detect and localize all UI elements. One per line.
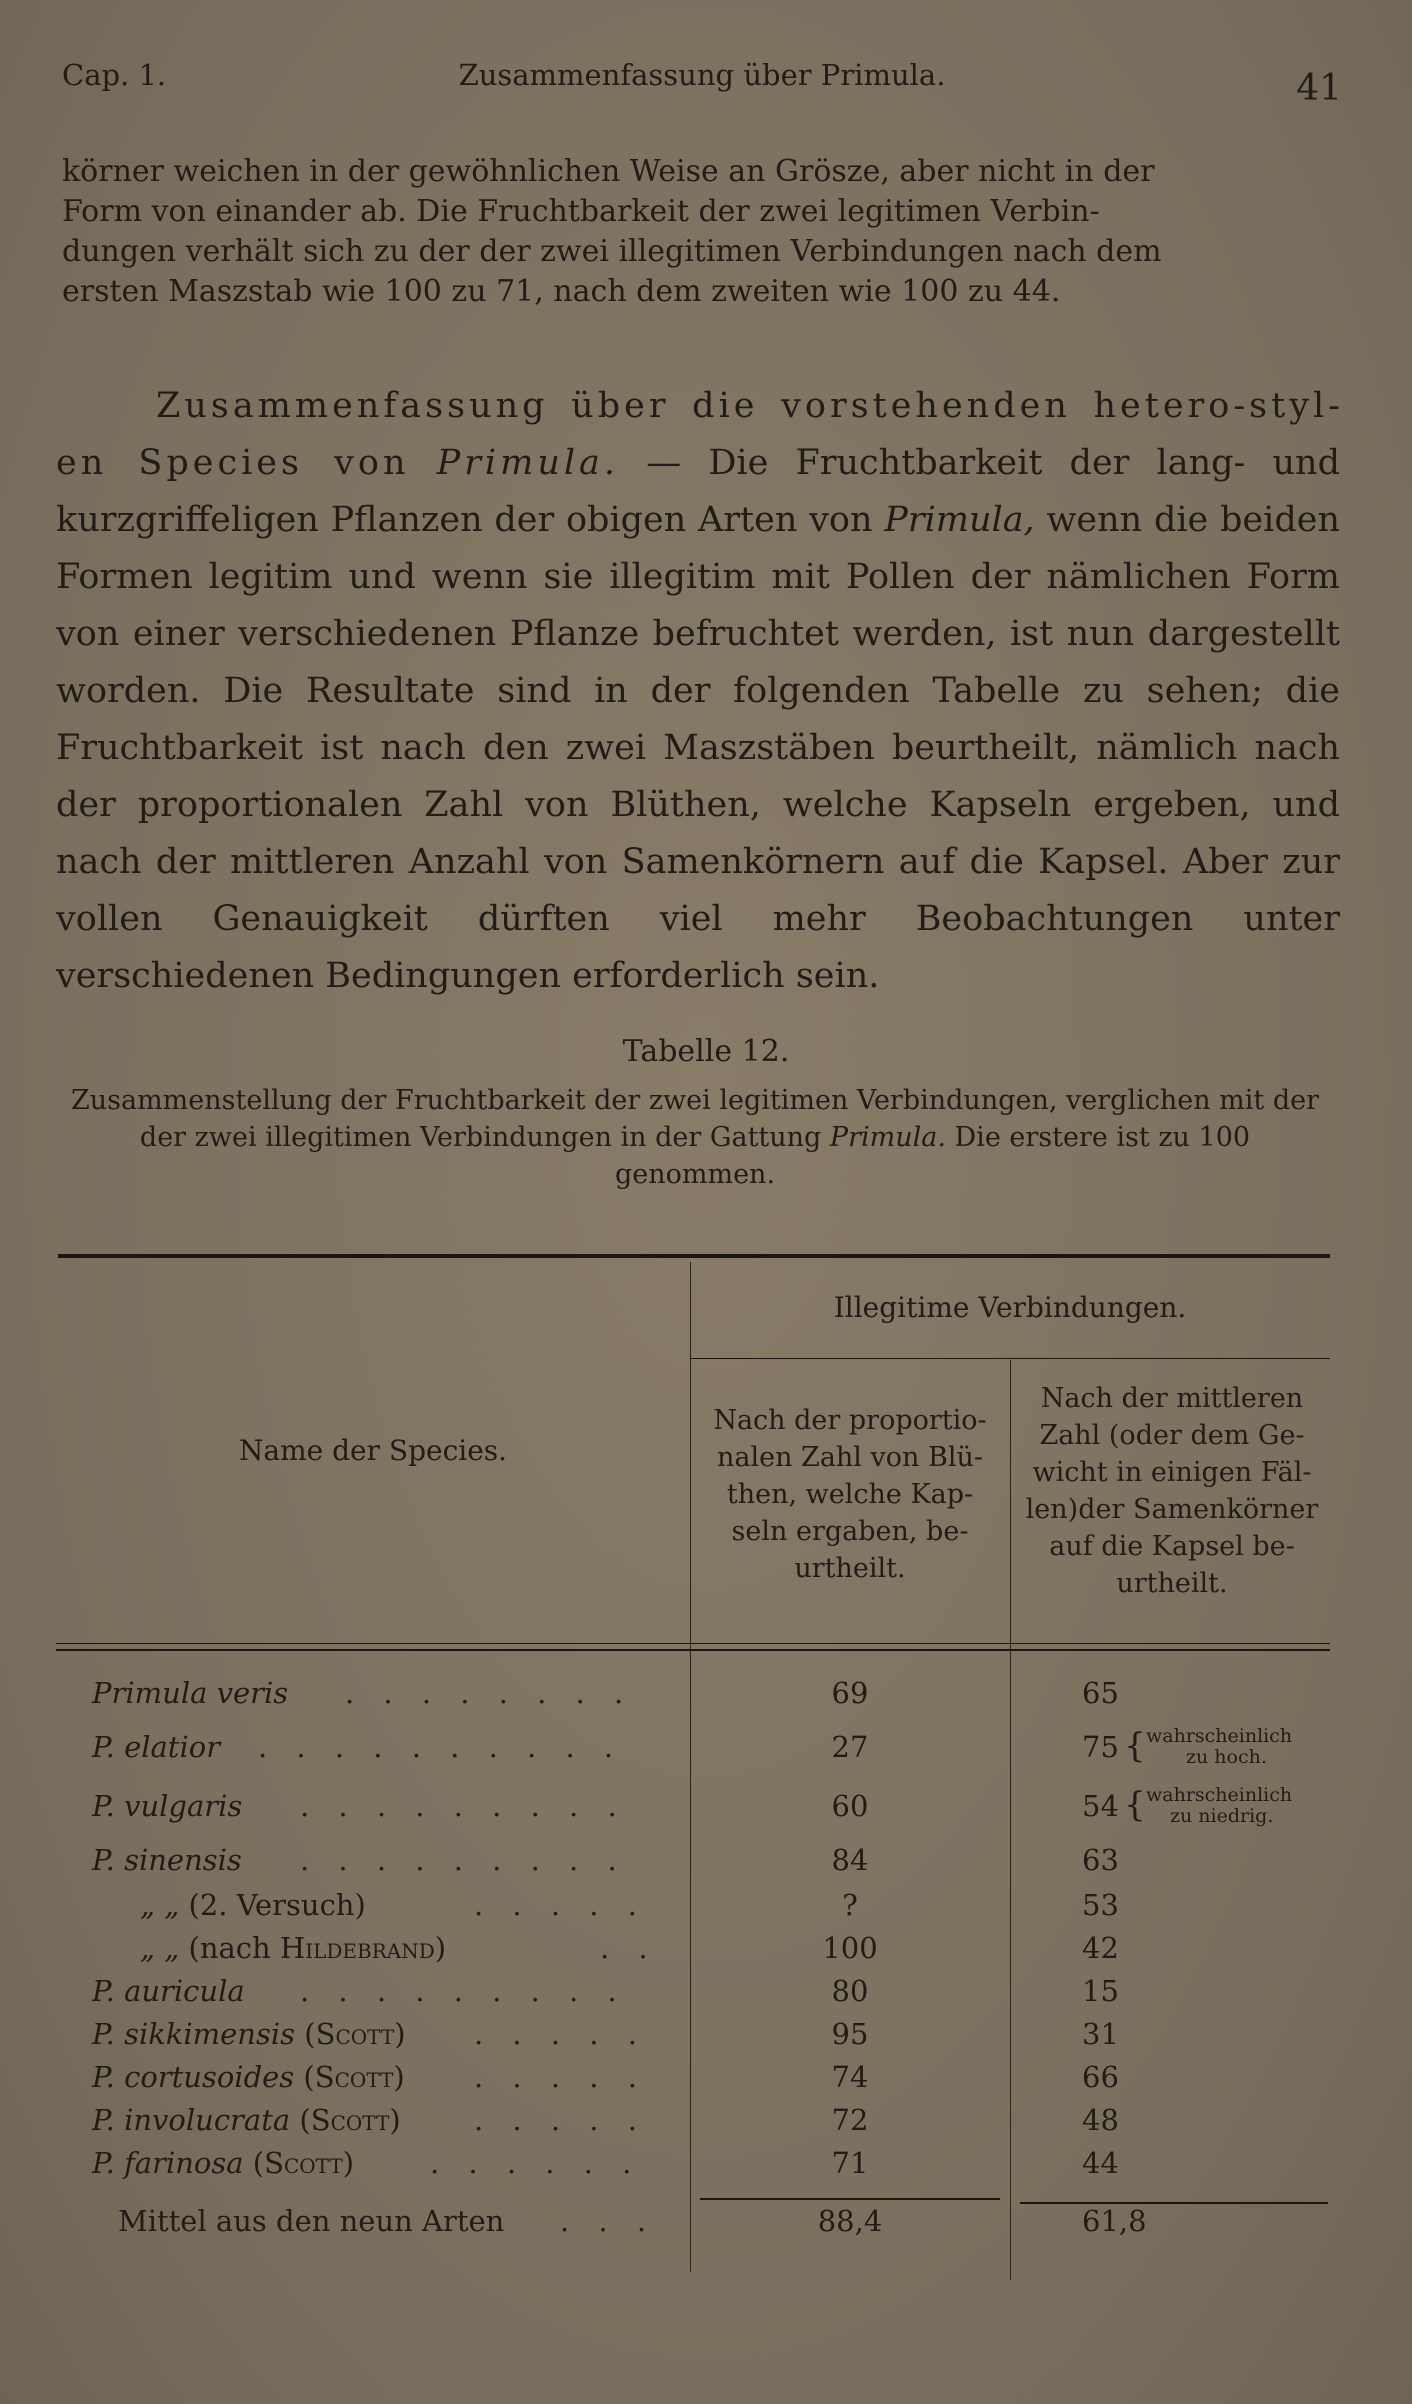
leader-dots: . . . . . . . . xyxy=(345,1676,634,1710)
value-capsules: 71 xyxy=(831,2146,869,2180)
leader-dots: . . . . . . . . . . xyxy=(258,1730,624,1764)
header-rule xyxy=(56,1643,1330,1644)
leader-dots: . . . . . . xyxy=(430,2146,642,2180)
header-rule xyxy=(56,1649,1330,1651)
value-capsules: ? xyxy=(842,1888,858,1922)
value-seeds: 53 xyxy=(1082,1888,1119,1922)
table-row-mean xyxy=(0,2204,1412,2244)
table-row xyxy=(0,1784,1412,1829)
value-seeds: 66 xyxy=(1082,2060,1119,2094)
text-line: Form von einander ab. Die Fruchtbarkeit der zwei legitimen Verbin- xyxy=(62,194,1100,229)
sum-rule xyxy=(700,2198,1000,2200)
species-name: P. sikkimensis (Scott) xyxy=(92,2017,406,2051)
species-name: P. farinosa (Scott) xyxy=(92,2146,355,2180)
value-seeds: 31 xyxy=(1082,2017,1119,2051)
value-capsules: 80 xyxy=(831,1974,869,2008)
paragraph-text: — Die Fruchtbarkeit der lang- und kurzgriffeligen Pflanzen der obigen Arten von xyxy=(56,443,1340,540)
value-seeds: 44 xyxy=(1082,2146,1119,2180)
leader-dots: . . . . . xyxy=(474,2017,647,2051)
footnote-remark: { wahrscheinlich zu hoch. xyxy=(1124,1725,1293,1768)
species-name: P. elatior xyxy=(92,1730,221,1764)
value-seeds: 75 xyxy=(1082,1730,1119,1764)
value-capsules: 84 xyxy=(831,1843,869,1877)
value-seeds: 42 xyxy=(1082,1931,1119,1965)
column-header-capsules xyxy=(694,1402,1006,1587)
paragraph-text: wenn die beiden Formen legitim und wenn sie illegitim mit Pollen der nämlichen Form von einer verschiedenen Pflanze befruchtet werden, ist nun dargestellt worden. Die Resultate sind in der folgenden Tabelle zu sehen; die Fruchtbarkeit ist nach den zwei Maszstäben beurtheilt, nämlich nach der proportionalen Zahl von Blüthen, welche Kapseln ergeben, und nach der mittleren Anzahl von Samenkörnern auf die Kapsel. Aber zur vollen Genauigkeit dürften viel mehr Beobachtungen unter verschiedenen Bedingungen erforderlich sein. xyxy=(56,500,1340,996)
leader-dots: . . . . . . . . . xyxy=(300,1843,627,1877)
column-header-name: Name der Species. xyxy=(238,1434,508,1467)
brace-icon: { xyxy=(1124,1726,1146,1766)
page-number: 41 xyxy=(1296,68,1342,109)
value-seeds: 65 xyxy=(1082,1676,1119,1710)
table-desc-genus: Primula. xyxy=(829,1122,946,1153)
header-line: Nach der proportio- xyxy=(713,1405,987,1436)
text-line: körner weichen in der gewöhnlichen Weise an Grösze, aber nicht in der xyxy=(62,154,1155,189)
brace-icon: { xyxy=(1124,1785,1146,1825)
table-row xyxy=(0,2017,1412,2057)
header-line: nalen Zahl von Blü- xyxy=(716,1442,983,1473)
mean-label: Mittel aus den neun Arten xyxy=(118,2204,505,2238)
table-row xyxy=(0,2146,1412,2186)
leader-dots: . . . . . . . . . xyxy=(300,1789,627,1823)
section-heading: Zusammenfassung über die vorstehenden hetero-stylen Species von xyxy=(56,386,1340,483)
chapter-label: Cap. 1. xyxy=(62,58,167,92)
species-name: P. auricula xyxy=(92,1974,245,2008)
value-capsules: 100 xyxy=(822,1931,878,1965)
value-seeds: 48 xyxy=(1082,2103,1119,2137)
paragraph-continued xyxy=(62,152,1344,312)
footnote-remark: { wahrscheinlich zu niedrig. xyxy=(1124,1784,1293,1827)
header-line: Nach der mittleren xyxy=(1040,1383,1304,1414)
table-description xyxy=(60,1082,1330,1193)
column-header-seeds xyxy=(1014,1380,1330,1602)
species-name: Primula veris xyxy=(92,1676,289,1710)
header-line: len)der Samenkörner xyxy=(1025,1494,1319,1525)
leader-dots: . . . . . . . . . xyxy=(300,1974,627,2008)
leader-dots: . . xyxy=(600,1931,658,1965)
leader-dots: . . . . . xyxy=(474,2103,647,2137)
table-row xyxy=(0,2060,1412,2100)
table-row xyxy=(0,1843,1412,1883)
header-line: Zahl (oder dem Ge- xyxy=(1039,1420,1305,1451)
column-group-header: Illegitime Verbindungen. xyxy=(833,1291,1187,1324)
table-row xyxy=(0,1676,1412,1716)
group-rule xyxy=(690,1358,1330,1359)
header-line: urtheilt. xyxy=(794,1553,906,1584)
table-row xyxy=(0,1888,1412,1928)
value-capsules: 72 xyxy=(831,2103,869,2137)
leader-dots: . . . xyxy=(560,2204,657,2238)
genus-name: Primula. xyxy=(436,443,620,483)
table-desc-text: Die erstere ist zu 100 genommen. xyxy=(614,1122,1251,1190)
mean-seeds: 61,8 xyxy=(1082,2204,1147,2238)
species-name: P. involucrata (Scott) xyxy=(92,2103,401,2137)
value-seeds: 63 xyxy=(1082,1843,1119,1877)
value-seeds: 54 xyxy=(1082,1789,1119,1823)
value-capsules: 69 xyxy=(831,1676,869,1710)
summary-paragraph xyxy=(56,378,1340,1005)
species-name: P. sinensis xyxy=(92,1843,242,1877)
value-capsules: 60 xyxy=(831,1789,869,1823)
table-row xyxy=(0,1931,1412,1971)
table-caption: Tabelle 12. xyxy=(622,1034,790,1069)
table-row xyxy=(0,1974,1412,2014)
species-name: P. vulgaris xyxy=(92,1789,243,1823)
species-name: „ „ (nach Hildebrand) xyxy=(140,1931,447,1965)
value-seeds: 15 xyxy=(1082,1974,1119,2008)
value-capsules: 95 xyxy=(831,2017,869,2051)
value-capsules: 27 xyxy=(831,1730,869,1764)
header-line: seln ergaben, be- xyxy=(731,1516,969,1547)
text-line: dungen verhält sich zu der der zwei illegitimen Verbindungen nach dem xyxy=(62,234,1162,269)
text-line: ersten Maszstab wie 100 zu 71, nach dem zweiten wie 100 zu 44. xyxy=(62,274,1061,309)
table-top-rule xyxy=(58,1254,1330,1258)
species-name: P. cortusoides (Scott) xyxy=(92,2060,405,2094)
header-line: urtheilt. xyxy=(1116,1568,1228,1599)
header-line: then, welche Kap- xyxy=(726,1479,974,1510)
leader-dots: . . . . . xyxy=(474,1888,647,1922)
species-name: „ „ (2. Versuch) xyxy=(140,1888,366,1922)
mean-capsules: 88,4 xyxy=(817,2204,883,2238)
table-row xyxy=(0,2103,1412,2143)
genus-name-inline: Primula, xyxy=(884,500,1035,540)
running-header xyxy=(62,58,1342,118)
table-row xyxy=(0,1725,1412,1770)
value-capsules: 74 xyxy=(831,2060,869,2094)
header-line: auf die Kapsel be- xyxy=(1049,1531,1295,1562)
table-desc-text: Zusammenstellung der Fruchtbarkeit der zwei legitimen Verbindungen, verglichen mit der der zwei illegitimen Verbindungen in der Gattung xyxy=(70,1085,1320,1153)
leader-dots: . . . . . xyxy=(474,2060,647,2094)
header-line: wicht in einigen Fäl- xyxy=(1032,1457,1312,1488)
running-title: Zusammenfassung über Primula. xyxy=(458,58,946,92)
